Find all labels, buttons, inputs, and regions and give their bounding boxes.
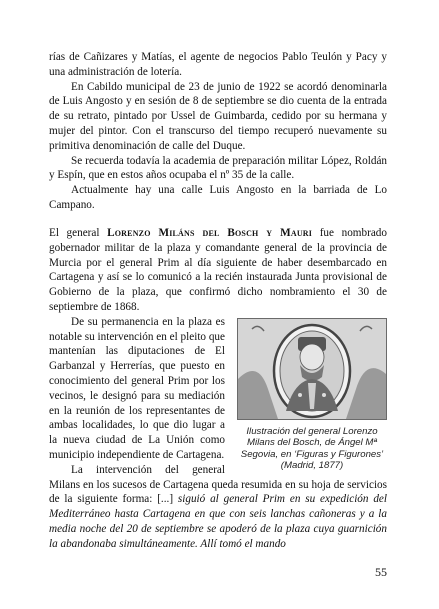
- general-name: Lorenzo Miláns del Bosch y Mauri: [107, 227, 313, 239]
- portrait-illustration: [237, 318, 387, 420]
- paragraph: rías de Cañizares y Matías, el agente de negocios Pablo Teulón y Pacy y una administración de lotería.: [49, 51, 387, 78]
- portrait-figure: [237, 318, 387, 471]
- page-number: 55: [375, 565, 387, 579]
- paragraph: En Cabildo municipal de 23 de junio de 1922 se acordó denominarla de Luis Angosto y en sesión de 8 de septiembre se dio cuenta de la entrada de su retrato, pintado por Ussel de Guimbarda, cedido por su hermana y mujer del pintor. Con el transcurso del tiempo recuperó nuevamente su primitiva denominación de calle del Duque.: [49, 80, 387, 152]
- paragraph: Actualmente hay una calle Luis Angosto en la barriada de Lo Campano.: [49, 184, 387, 211]
- paragraph-text: La intervención del general Milans en los sucesos de Cartagena queda resumida en su hoja de servicios de la siguiente forma: [...]: [49, 463, 387, 506]
- figure-caption: Ilustración del general Lorenzo Milans del Bosch, de Ángel Mª Segovia, en ‘Figuras y Figurones’ (Madrid, 1877): [240, 425, 384, 471]
- portrait-drawing: [238, 319, 386, 419]
- text-block-general: [49, 226, 387, 552]
- intro-text-rest: fue nombrado gobernador militar de la plaza y comandante general de la provincia de Murcia por el general Prim al día siguiente de haber desembarcado en Cartagena y así se lo comunicó a la recién instaurada Junta provisional de Gobierno de la plaza, que confirmó dicho nombramiento el 30 de septiembre de 1868.: [49, 227, 387, 313]
- quoted-service-record: siguió al general Prim en su expedición del Mediterráneo hasta Cartagena en que con seis lanchas cañoneras y a la media noche del 20 de septiembre se apoderó de la plaza cuya guarnición la abandonaba simultáneamente. Allí tomó el mando: [49, 493, 388, 550]
- paragraph: [49, 463, 387, 552]
- paragraph: Se recuerda todavía la academia de preparación militar López, Roldán y Espín, que en estos años ocupaba el nº 35 de la calle.: [49, 154, 387, 182]
- text-block-top: [49, 50, 387, 213]
- intro-text: El general: [49, 227, 108, 239]
- paragraph-general-intro: [49, 226, 387, 315]
- paragraph: De su permanencia en la plaza es notable su intervención en el pleito que mantenían las diputaciones de El Garbanzal y Herrerías, que puesto en conocimiento del general Prim por los vecinos, le designó para su mediación en la reunión de los representantes de ambas localidades, lo que dio lugar a la nueva ciudad de La Unión como municipio independiente de Cartagena.: [49, 315, 225, 461]
